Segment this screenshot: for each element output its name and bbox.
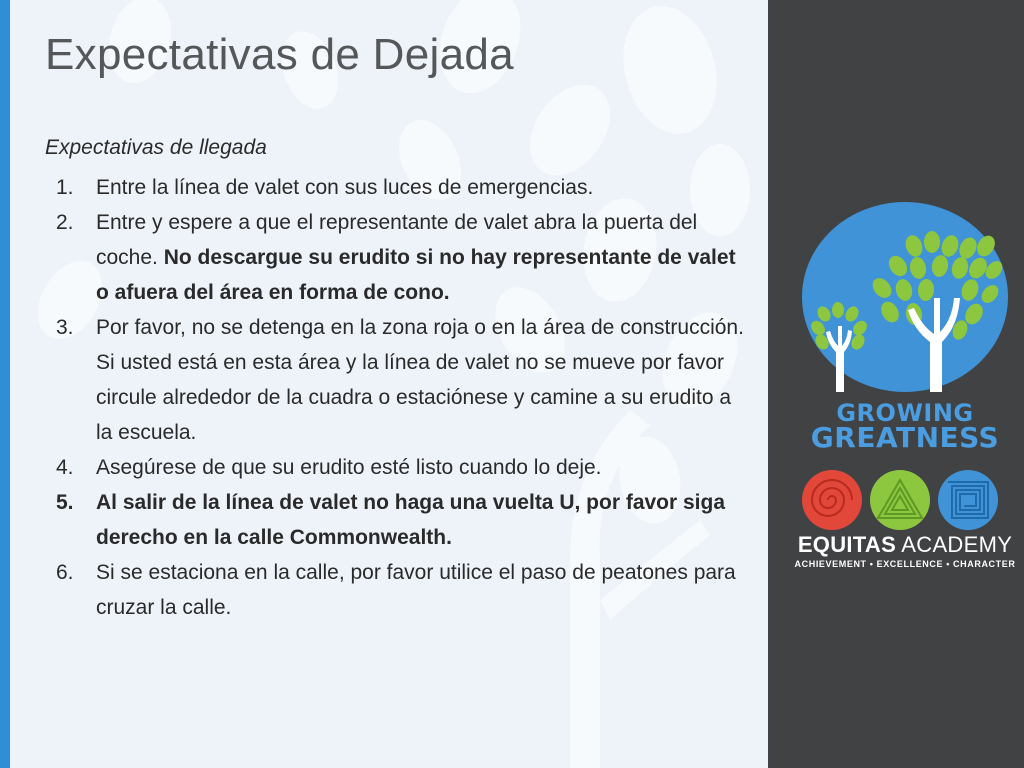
step-text: Si se estaciona en la calle, por favor utilice el paso de peatones para cruzar la calle. xyxy=(96,561,736,619)
step-text: Asegúrese de que su erudito esté listo cuando lo deje. xyxy=(96,456,602,479)
green-triangle-swirl-icon xyxy=(870,470,930,530)
list-item xyxy=(56,205,746,310)
red-swirl-icon xyxy=(802,470,862,530)
slide-title: Expectativas de Dejada xyxy=(45,30,514,79)
academy-tagline: ACHIEVEMENT • EXCELLENCE • CHARACTER xyxy=(794,559,1016,569)
step-text: Entre y espere a que el representante de valet abra la puerta del coche. xyxy=(96,211,698,269)
academy-name-bold: EQUITAS xyxy=(797,532,897,557)
left-accent-strip xyxy=(0,0,10,768)
academy-name xyxy=(768,533,1024,557)
tree-logo-icon xyxy=(802,202,1008,392)
brand-growing-text: GROWING xyxy=(836,399,974,427)
blue-square-swirl-icon xyxy=(938,470,998,530)
step-number: 5. xyxy=(56,491,74,514)
step-number: 2. xyxy=(56,211,74,234)
equitas-swirls-logo xyxy=(802,468,1002,532)
step-number: 6. xyxy=(56,561,74,584)
steps-list xyxy=(56,170,746,625)
list-item xyxy=(56,555,746,625)
step-text: Por favor, no se detenga en la zona roja o en la área de construcción. Si usted está en esta área y la línea de valet no se mueve por favor circule alrededor de la cuadra o estaciónese y camine a su erudito a la escuela. xyxy=(96,316,744,444)
list-item xyxy=(56,450,746,485)
brand-greatness-text: GREATNESS xyxy=(810,421,1000,454)
list-item xyxy=(56,170,746,205)
step-text: Entre la línea de valet con sus luces de emergencias. xyxy=(96,176,594,199)
step-number: 4. xyxy=(56,456,74,479)
step-number: 3. xyxy=(56,316,74,339)
academy-name-rest: ACADEMY xyxy=(896,532,1013,557)
list-item xyxy=(56,485,746,555)
slide-subtitle: Expectativas de llegada xyxy=(45,136,267,159)
list-item xyxy=(56,310,746,450)
step-text: Al salir de la línea de valet no haga una vuelta U, por favor siga derecho en la calle Commonwealth. xyxy=(96,491,726,549)
step-bold-text: No descargue su erudito si no hay representante de valet o afuera del área en forma de cono. xyxy=(96,246,736,304)
step-number: 1. xyxy=(56,176,74,199)
